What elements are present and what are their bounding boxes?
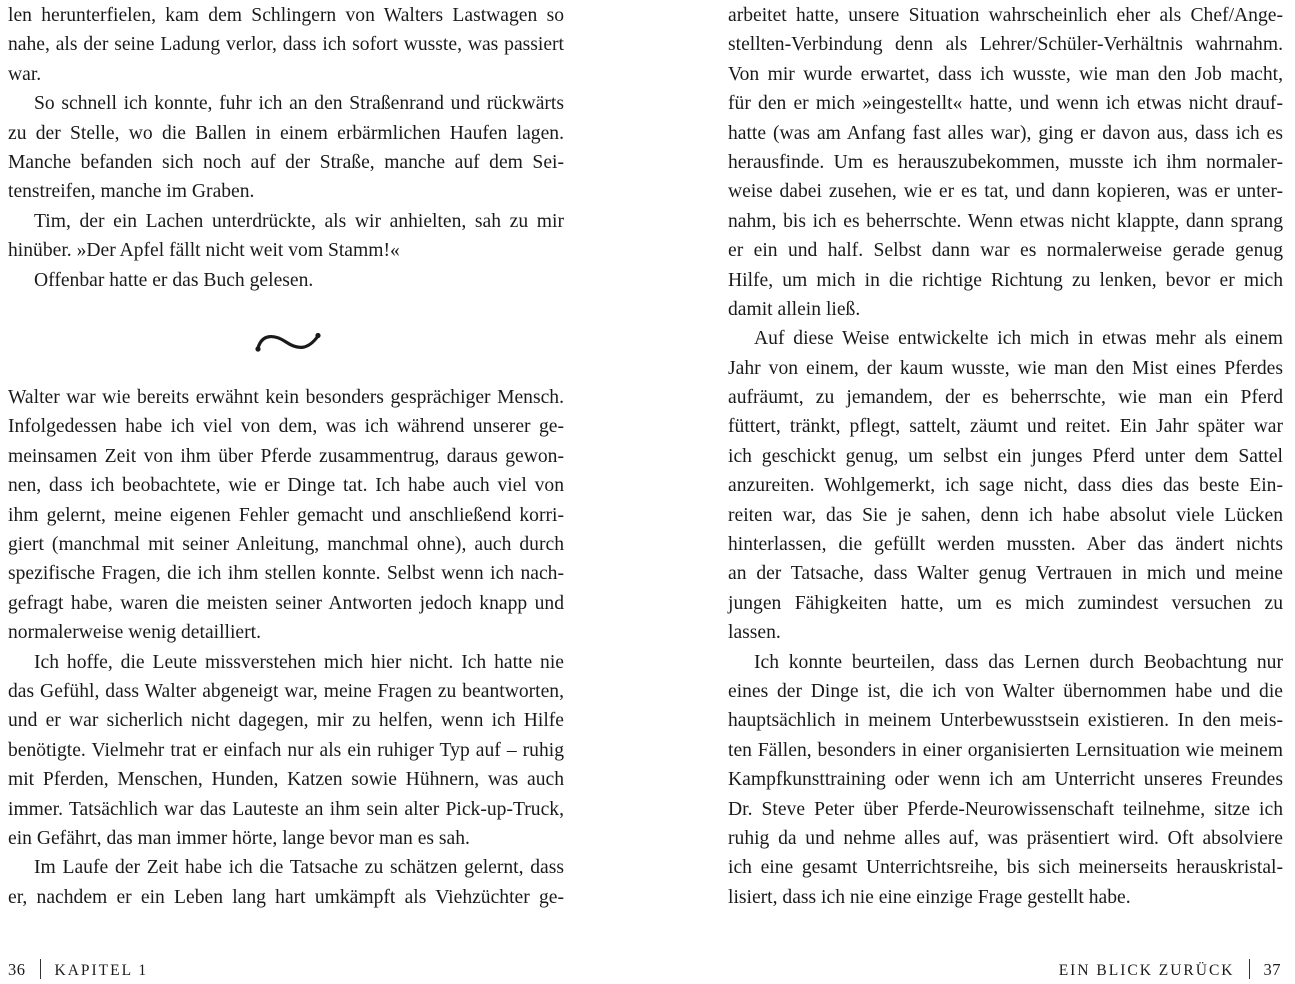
text-line: Hilfe, um mich in die richtige Richtung zu lenken, bevor er mich bbox=[728, 269, 1283, 291]
text-line: spezifische Fragen, die ich ihm stellen konnte. Selbst wenn ich nach- bbox=[8, 563, 564, 585]
text-line: anzureiten. Wohlgemerkt, ich sage nicht, dass dies das beste Ein- bbox=[728, 475, 1283, 497]
text-line: gefragt habe, waren die meisten seiner Antworten jedoch knapp und bbox=[8, 592, 564, 614]
text-line: ich geschickt genug, um selbst ein junges Pferd unter dem Sattel bbox=[728, 445, 1283, 467]
folio-divider bbox=[40, 959, 41, 979]
text-line: damit allein ließ. bbox=[728, 298, 861, 320]
text-line: Dr. Steve Peter über Pferde-Neurowissenschaft teilnehme, sitze ich bbox=[728, 798, 1283, 820]
text-line: Kampfkunsttraining oder wenn ich am Unterricht unseres Freundes bbox=[728, 769, 1283, 791]
left-folio bbox=[8, 958, 148, 982]
text-line: an der Tatsache, dass Walter genug Vertrauen in mich und meine bbox=[728, 563, 1283, 585]
text-line: Infolgedessen habe ich viel von dem, was ich während unserer ge- bbox=[8, 416, 564, 438]
text-line: len herunterfielen, kam dem Schlingern von Walters Lastwagen so bbox=[8, 5, 564, 26]
text-line: meinsamen Zeit von ihm über Pferde zusammentrug, daraus gewon- bbox=[8, 445, 564, 467]
text-line: hatte (was am Anfang fast alles war), ging er davon aus, dass ich es bbox=[728, 122, 1283, 144]
text-line: Von mir wurde erwartet, dass ich wusste, wie man den Job macht, bbox=[728, 63, 1283, 85]
text-line: füttert, tränkt, pflegt, sattelt, zäumt und reitet. Ein Jahr später war bbox=[728, 416, 1283, 438]
text-line: nahm, bis ich es beherrschte. Wenn etwas nicht klappte, dann sprang bbox=[728, 210, 1283, 232]
text-line: herausfinde. Um es herauszubekommen, musste ich ihm normaler- bbox=[728, 151, 1283, 173]
text-line: ich eine gesamt Unterrichtsreihe, bis sich meinerseits herauskristal- bbox=[728, 857, 1283, 879]
text-line: arbeitet hatte, unsere Situation wahrscheinlich eher als Chef/Ange- bbox=[728, 5, 1283, 26]
text-line: Im Laufe der Zeit habe ich die Tatsache zu schätzen gelernt, dass bbox=[34, 857, 564, 879]
text-line: war. bbox=[8, 63, 42, 85]
text-line: tenstreifen, manche im Graben. bbox=[8, 181, 255, 203]
text-line: er ein und half. Selbst dann war es normalerweise gerade genug bbox=[728, 240, 1283, 262]
text-line bbox=[8, 295, 564, 324]
text-line: mit Pferden, Menschen, Hunden, Katzen sowie Hühnern, was auch bbox=[8, 769, 564, 791]
text-line: Walter war wie bereits erwähnt kein besonders gesprächiger Mensch. bbox=[8, 387, 564, 409]
text-line: ruhig da und nehme alles auf, was präsentiert wird. Oft absolviere bbox=[728, 827, 1283, 849]
page-number: 36 bbox=[8, 960, 26, 979]
left-text-column bbox=[8, 1, 564, 912]
text-line: So schnell ich konnte, fuhr ich an den Straßenrand und rückwärts bbox=[34, 93, 564, 115]
text-line: Tim, der ein Lachen unterdrückte, als wir anhielten, sah zu mir bbox=[34, 210, 564, 232]
text-line: ein Gefährt, das man immer hörte, lange bevor man es sah. bbox=[8, 827, 470, 849]
text-line: für den er mich »eingestellt« hatte, und wenn ich etwas nicht drauf- bbox=[728, 93, 1283, 115]
right-text-column bbox=[728, 1, 1283, 912]
text-line: Jahr von einem, der kaum wusste, wie man den Mist eines Pferdes bbox=[728, 357, 1283, 379]
text-line: immer. Tatsächlich war das Lauteste an ihm sein alter Pick-up-Truck, bbox=[8, 798, 564, 820]
text-line: nahe, als der seine Ladung verlor, dass ich sofort wusste, was passiert bbox=[8, 34, 564, 56]
text-line: ihm gelernt, meine eigenen Fehler gemacht und anschließend korri- bbox=[8, 504, 564, 526]
text-line: Ich hoffe, die Leute missverstehen mich hier nicht. Ich hatte nie bbox=[34, 651, 564, 673]
text-line: hauptsächlich in meinem Unterbewusstsein existieren. In den meis- bbox=[728, 710, 1283, 732]
text-line: giert (manchmal mit seiner Anleitung, manchmal ohne), auch durch bbox=[8, 534, 564, 556]
page-number: 37 bbox=[1263, 960, 1281, 979]
text-line: Manche befanden sich noch auf der Straße, manche auf dem Sei- bbox=[8, 151, 564, 173]
right-page bbox=[650, 0, 1295, 984]
text-line: und er war sicherlich nicht dagegen, mir zu helfen, wenn ich Hilfe bbox=[8, 710, 564, 732]
text-line: das Gefühl, dass Walter abgeneigt war, meine Fragen zu beantworten, bbox=[8, 680, 564, 702]
text-line: hinterlassen, die gefüllt werden mussten. Aber das ändert nichts bbox=[728, 534, 1283, 556]
left-page bbox=[0, 0, 640, 984]
text-line: reiten war, das Sie je sahen, denn ich habe absolut viele Lücken bbox=[728, 504, 1283, 526]
text-line: jungen Fähigkeiten hatte, um es mich zumindest versuchen zu bbox=[728, 592, 1283, 614]
text-line: weise dabei zusehen, wie er es tat, und dann kopieren, was er unter- bbox=[728, 181, 1283, 203]
text-line: ten Fällen, besonders in einer organisierten Lernsituation wie meinem bbox=[728, 739, 1283, 761]
folio-divider bbox=[1249, 959, 1250, 979]
text-line: er, nachdem er ein Leben lang hart umkämpft als Viehzüchter ge- bbox=[8, 886, 564, 908]
text-line: Auf diese Weise entwickelte ich mich in etwas mehr als einem bbox=[754, 328, 1283, 350]
text-line: hinüber. »Der Apfel fällt nicht weit vom Stamm!« bbox=[8, 240, 400, 262]
text-line: nen, dass ich beobachtete, wie er Dinge tat. Ich habe auch viel von bbox=[8, 475, 564, 497]
running-head: EIN BLICK ZURÜCK bbox=[1058, 962, 1235, 979]
text-line: Offenbar hatte er das Buch gelesen. bbox=[34, 269, 314, 291]
right-folio bbox=[1059, 958, 1281, 982]
text-line: eines der Dinge ist, die ich von Walter übernommen habe und die bbox=[728, 680, 1283, 702]
running-head: KAPITEL 1 bbox=[54, 962, 149, 979]
text-line: Ich konnte beurteilen, dass das Lernen durch Beobachtung nur bbox=[754, 651, 1283, 673]
text-line: lisiert, dass ich nie eine einzige Frage gestellt habe. bbox=[728, 886, 1131, 908]
tilde-flourish-icon bbox=[252, 322, 324, 362]
text-line: zu der Stelle, wo die Ballen in einem erbärmlichen Haufen lagen. bbox=[8, 122, 564, 144]
text-line: aufräumt, zu jemandem, der es beherrschte, wie man ein Pferd bbox=[728, 387, 1283, 409]
text-line: lassen. bbox=[728, 622, 781, 644]
text-line: normalerweise wenig detailliert. bbox=[8, 622, 261, 644]
text-line: benötigte. Vielmehr trat er einfach nur als ein ruhiger Typ auf – ruhig bbox=[8, 739, 564, 761]
text-line: stellten-Verbindung denn als Lehrer/Schüler-Verhältnis wahrnahm. bbox=[728, 34, 1283, 56]
